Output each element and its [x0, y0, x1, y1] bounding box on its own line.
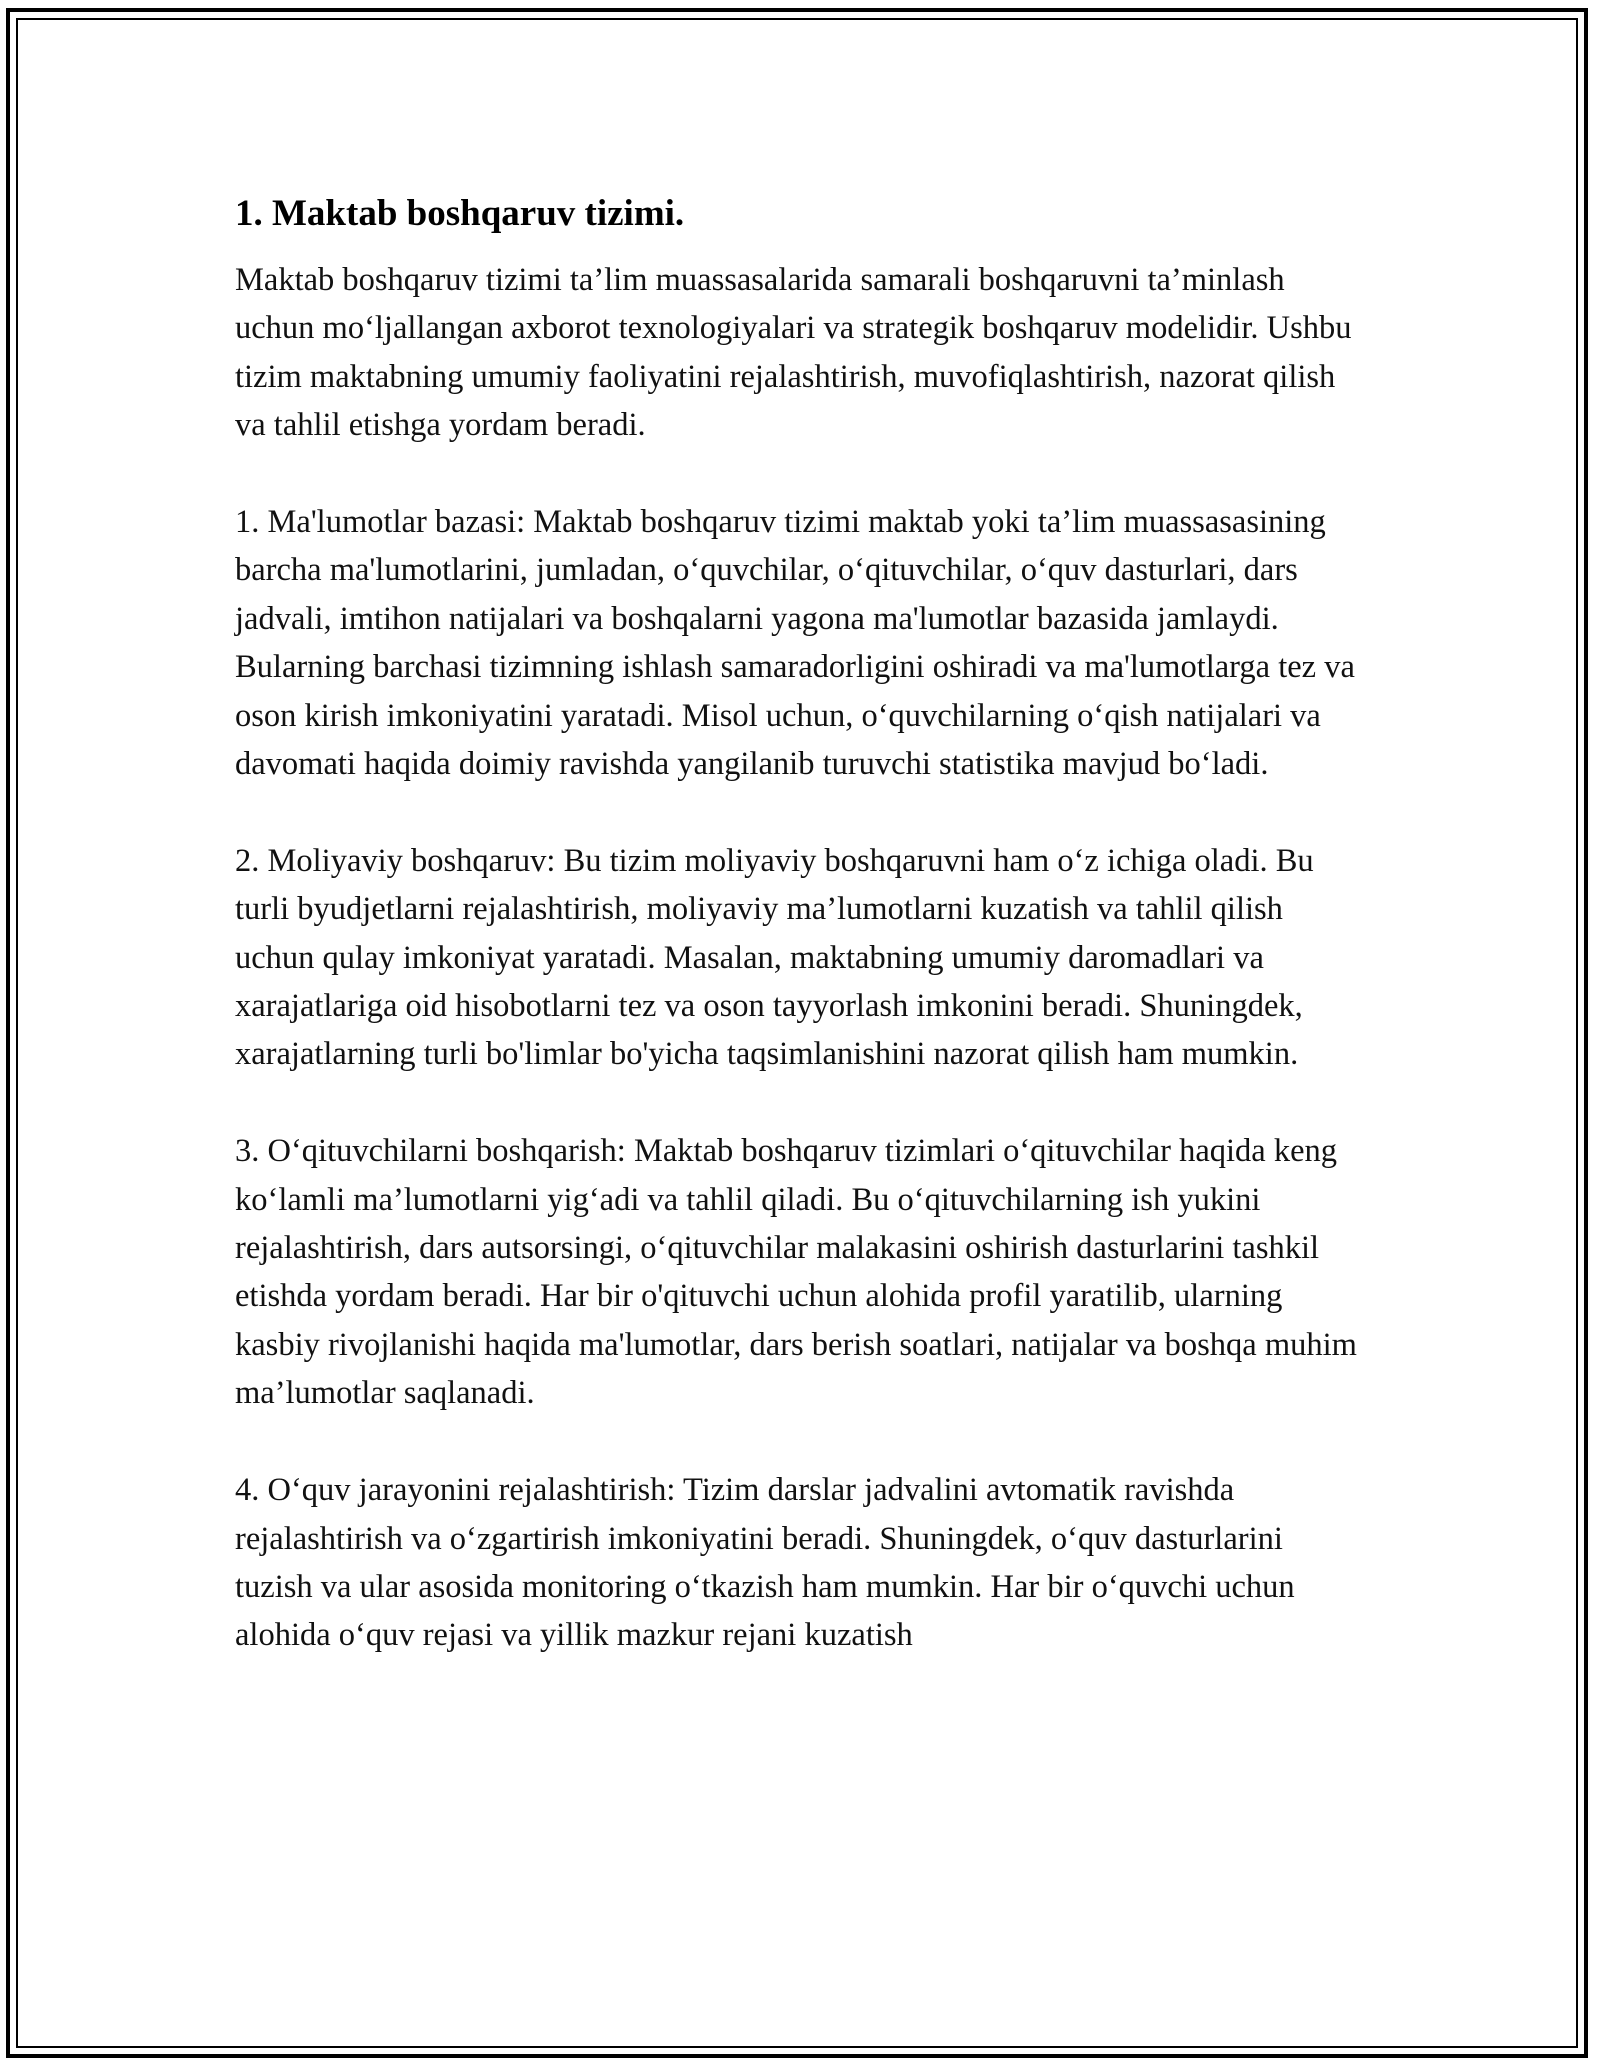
document-body	[235, 186, 1365, 1660]
paragraph-database: 1. Ma'lumotlar bazasi: Maktab boshqaruv tizimi maktab yoki ta’lim muassasasining barcha ma'lumotlarini, jumladan, o‘quvchilar, o‘qituvchilar, o‘quv dasturlari, dars jadvali, imtihon natijalari va boshqalarni yagona ma'lumotlar bazasida jamlaydi. Bularning barchasi tizimning ishlash samaradorligini oshiradi va ma'lumotlarga tez va oson kirish imkoniyatini yaratadi. Misol uchun, o‘quvchilarning o‘qish natijalari va davomati haqida doimiy ravishda yangilanib turuvchi statistika mavjud bo‘ladi.	[235, 504, 1355, 783]
paragraph-financial-management: 2. Moliyaviy boshqaruv: Bu tizim moliyaviy boshqaruvni ham o‘z ichiga oladi. Bu turli byudjetlarni rejalashtirish, moliyaviy ma’lumotlarni kuzatish va tahlil qilish uchun qulay imkoniyat yaratadi. Masalan, maktabning umumiy daromadlari va xarajatlariga oid hisobotlarni tez va oson tayyorlash imkonini beradi. Shuningdek, xarajatlarning turli bo'limlar bo'yicha taqsimlanishini nazorat qilish ham mumkin.	[235, 842, 1314, 1073]
section-heading: 1. Maktab boshqaruv tizimi.	[235, 193, 685, 234]
paragraph-curriculum-planning: 4. O‘quv jarayonini rejalashtirish: Tizim darslar jadvalini avtomatik ravishda rejalashtirish va o‘zgartirish imkoniyatini beradi. Shuningdek, o‘quv dasturlarini tuzish va ular asosida monitoring o‘tkazish ham mumkin. Har bir o‘quvchi uchun alohida o‘quv rejasi va yillik mazkur rejani kuzatish	[235, 1472, 1295, 1654]
paragraph-teacher-management: 3. O‘qituvchilarni boshqarish: Maktab boshqaruv tizimlari o‘qituvchilar haqida keng ko‘lamli ma’lumotlarni yig‘adi va tahlil qiladi. Bu o‘qituvchilarning ish yukini rejalashtirish, dars autsorsingi, o‘qituvchilar malakasini oshirish dasturlarini tashkil etishda yordam beradi. Har bir o'qituvchi uchun alohida profil yaratilib, ularning kasbiy rivojlanishi haqida ma'lumotlar, dars berish soatlari, natijalar va boshqa muhim ma’lumotlar saqlanadi.	[235, 1133, 1357, 1412]
intro-paragraph: Maktab boshqaruv tizimi ta’lim muassasalarida samarali boshqaruvni ta’minlash uchun mo‘ljallangan axborot texnologiyalari va strategik boshqaruv modelidir. Ushbu tizim maktabning umumiy faoliyatini rejalashtirish, muvofiqlashtirish, nazorat qilish va tahlil etishga yordam beradi.	[235, 262, 1352, 444]
